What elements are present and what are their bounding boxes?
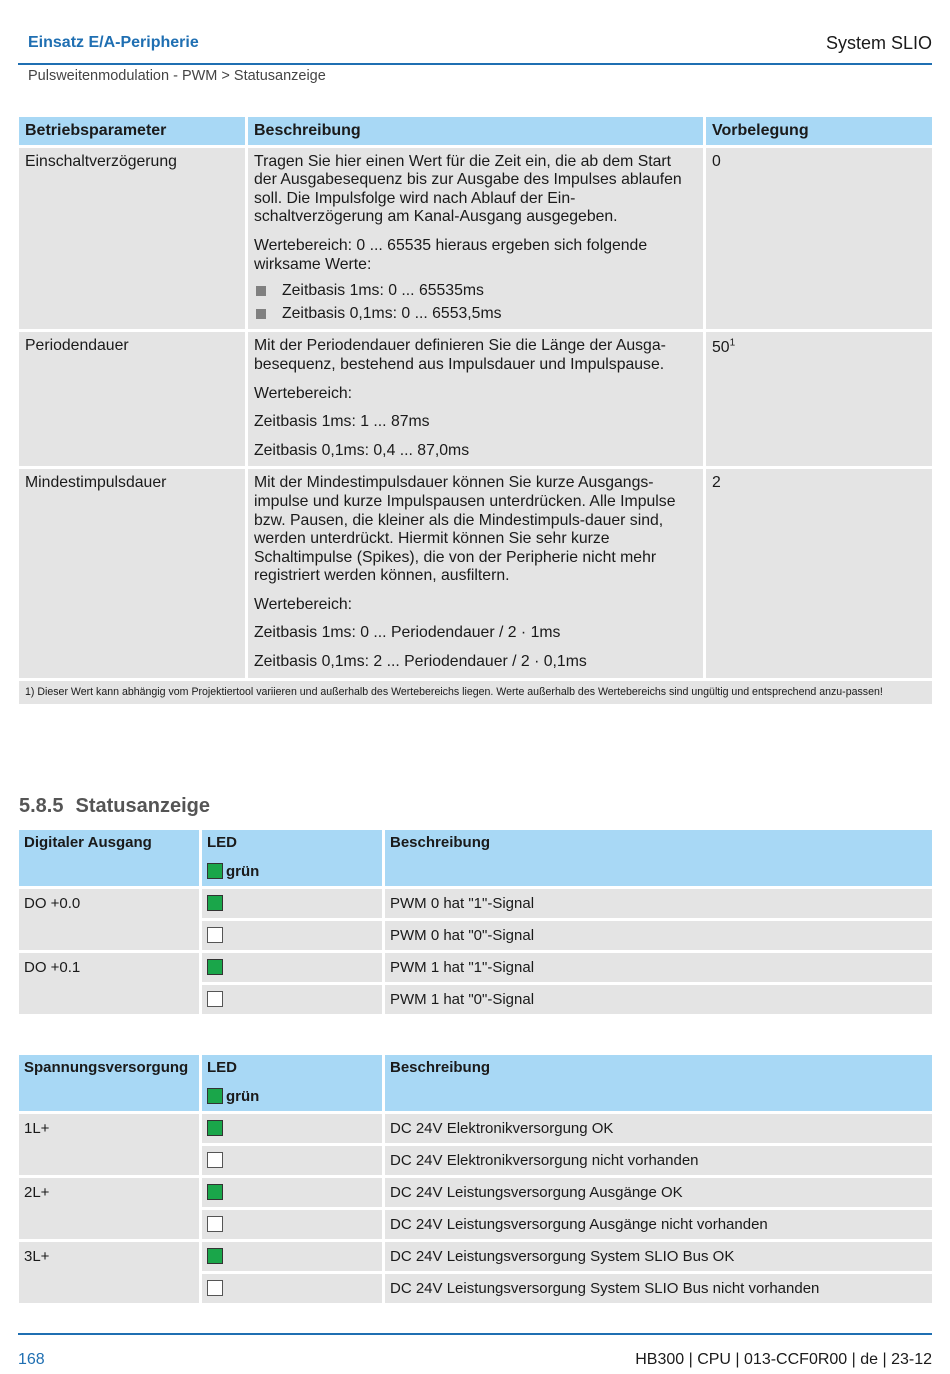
table-row <box>19 469 932 677</box>
led-header-label: LED <box>207 1059 237 1076</box>
status-description: PWM 1 hat "1"-Signal <box>385 953 932 982</box>
status-description: DC 24V Leistungsversorgung Ausgänge OK <box>385 1178 932 1207</box>
parameter-table-header <box>19 117 932 145</box>
param-default <box>706 148 932 330</box>
led-cell <box>202 1178 382 1207</box>
led-off-icon <box>207 927 223 943</box>
description-paragraph: Mit der Mindestimpulsdauer können Sie kurze Ausgangs-impulse und kurze Impulspausen unterdrücken. Alle Impulse bzw. Pausen, die kleiner als die Mindestimpuls-dauer sind, werden unterdrückt. Hiermit können Sie sehr kurze Schaltimpulse (Spikes), die von der Peripherie nicht mehr registriert werden können, ausfiltern. <box>254 474 676 585</box>
output-label: DO +0.1 <box>19 953 199 1014</box>
led-green-icon <box>207 863 223 879</box>
led-cell <box>202 921 382 950</box>
bullet-square-icon <box>256 286 266 296</box>
supply-label: 1L+ <box>19 1114 199 1175</box>
parameter-table <box>16 114 935 707</box>
description-paragraph: Zeitbasis 0,1ms: 0,4 ... 87,0ms <box>254 441 470 459</box>
col-header-description: Beschreibung <box>385 1055 932 1111</box>
led-off-icon <box>207 1152 223 1168</box>
status-description: DC 24V Elektronikversorgung nicht vorhanden <box>385 1146 932 1175</box>
table-row <box>19 953 932 982</box>
table-row <box>19 1114 932 1143</box>
param-description <box>248 332 703 466</box>
led-off-icon <box>207 991 223 1007</box>
table-row <box>19 1178 932 1207</box>
col-header-description: Beschreibung <box>248 117 703 145</box>
page-number: 168 <box>18 1351 45 1368</box>
breadcrumb: Pulsweitenmodulation - PWM > Statusanzeige <box>28 68 326 84</box>
status-description: PWM 0 hat "0"-Signal <box>385 921 932 950</box>
output-label: DO +0.0 <box>19 889 199 950</box>
led-on-icon <box>207 1120 223 1136</box>
col-header-led <box>202 830 382 886</box>
description-paragraph: Wertebereich: <box>254 595 353 613</box>
status-description: PWM 0 hat "1"-Signal <box>385 889 932 918</box>
footer-rule <box>18 1333 932 1335</box>
col-header-output: Digitaler Ausgang <box>19 830 199 886</box>
col-header-supply: Spannungsversorgung <box>19 1055 199 1111</box>
bullet-list <box>254 282 697 323</box>
led-color-label: grün <box>226 863 260 880</box>
status-table-header <box>19 830 932 886</box>
col-header-parameter: Betriebsparameter <box>19 117 245 145</box>
param-description <box>248 148 703 330</box>
bullet-square-icon <box>256 309 266 319</box>
description-paragraph: Zeitbasis 0,1ms: 2 ... Periodendauer / 2 · 0,1ms <box>254 653 587 671</box>
description-paragraph: Mit der Periodendauer definieren Sie die Länge der Ausga-besequenz, bestehend aus Impulsdauer und Impulspause. <box>254 337 666 373</box>
table-row <box>19 1242 932 1271</box>
led-on-icon <box>207 959 223 975</box>
status-description: PWM 1 hat "0"-Signal <box>385 985 932 1014</box>
description-paragraph: Zeitbasis 1ms: 1 ... 87ms <box>254 413 430 431</box>
led-off-icon <box>207 1216 223 1232</box>
description-paragraph: Tragen Sie hier einen Wert für die Zeit ein, die ab dem Start der Ausgabesequenz bis zur Ausgabe des Impulses ablaufen soll. Die Impulsfolge wird nach Ablauf der Ein-schaltverzögerung am Kanal-Ausgang ausgegeben. <box>254 152 682 226</box>
param-default <box>706 469 932 677</box>
chapter-title: Einsatz E/A-Peripherie <box>28 34 199 51</box>
param-name: Mindestimpulsdauer <box>19 469 245 677</box>
footnote-marker: 1 <box>729 338 736 350</box>
status-description: DC 24V Leistungsversorgung Ausgänge nicht vorhanden <box>385 1210 932 1239</box>
col-header-default: Vorbelegung <box>706 117 932 145</box>
default-value: 0 <box>712 152 721 170</box>
led-on-icon <box>207 1248 223 1264</box>
led-header-label: LED <box>207 834 237 851</box>
status-table-power-supply <box>16 1052 935 1306</box>
led-cell <box>202 1210 382 1239</box>
table-row <box>19 889 932 918</box>
col-header-led <box>202 1055 382 1111</box>
led-cell <box>202 1146 382 1175</box>
led-cell <box>202 953 382 982</box>
col-header-description: Beschreibung <box>385 830 932 886</box>
param-name: Einschaltverzögerung <box>19 148 245 330</box>
led-green-icon <box>207 1088 223 1104</box>
param-description <box>248 469 703 677</box>
led-on-icon <box>207 895 223 911</box>
status-description: DC 24V Leistungsversorgung System SLIO Bus nicht vorhanden <box>385 1274 932 1303</box>
header-rule <box>18 63 932 65</box>
param-default <box>706 332 932 466</box>
led-cell <box>202 889 382 918</box>
table-row <box>19 148 932 330</box>
default-value: 50 <box>712 339 730 357</box>
description-paragraph: Zeitbasis 1ms: 0 ... Periodendauer / 2 · 1ms <box>254 624 561 642</box>
default-value: 2 <box>712 474 721 492</box>
status-table-digital-outputs <box>16 827 935 1017</box>
led-cell <box>202 1242 382 1271</box>
list-item <box>254 305 697 324</box>
list-item <box>254 282 697 301</box>
status-table-header <box>19 1055 932 1111</box>
description-paragraph: Wertebereich: 0 ... 65535 hieraus ergeben sich folgende wirksame Werte: <box>254 236 648 273</box>
status-description: DC 24V Leistungsversorgung System SLIO Bus OK <box>385 1242 932 1271</box>
section-heading <box>19 795 210 818</box>
list-item-text: Zeitbasis 1ms: 0 ... 65535ms <box>282 282 484 300</box>
footnote-row <box>19 681 932 704</box>
led-cell <box>202 1274 382 1303</box>
supply-label: 3L+ <box>19 1242 199 1303</box>
supply-label: 2L+ <box>19 1178 199 1239</box>
led-cell <box>202 985 382 1014</box>
status-description: DC 24V Elektronikversorgung OK <box>385 1114 932 1143</box>
list-item-text: Zeitbasis 0,1ms: 0 ... 6553,5ms <box>282 304 502 322</box>
section-title: Statusanzeige <box>75 795 210 817</box>
document-id: HB300 | CPU | 013-CCF0R00 | de | 23-12 <box>635 1351 932 1368</box>
footnote: 1) Dieser Wert kann abhängig vom Projektiertool variieren und außerhalb des Wertebereichs liegen. Werte außerhalb des Wertebereichs sind ungültig und entsprechend anzu-passen! <box>19 681 932 704</box>
section-number: 5.8.5 <box>19 795 64 817</box>
param-name: Periodendauer <box>19 332 245 466</box>
description-paragraph: Wertebereich: <box>254 384 353 402</box>
table-row <box>19 332 932 466</box>
led-cell <box>202 1114 382 1143</box>
led-color-label: grün <box>226 1088 260 1105</box>
product-name: System SLIO <box>825 33 932 53</box>
led-off-icon <box>207 1280 223 1296</box>
led-on-icon <box>207 1184 223 1200</box>
